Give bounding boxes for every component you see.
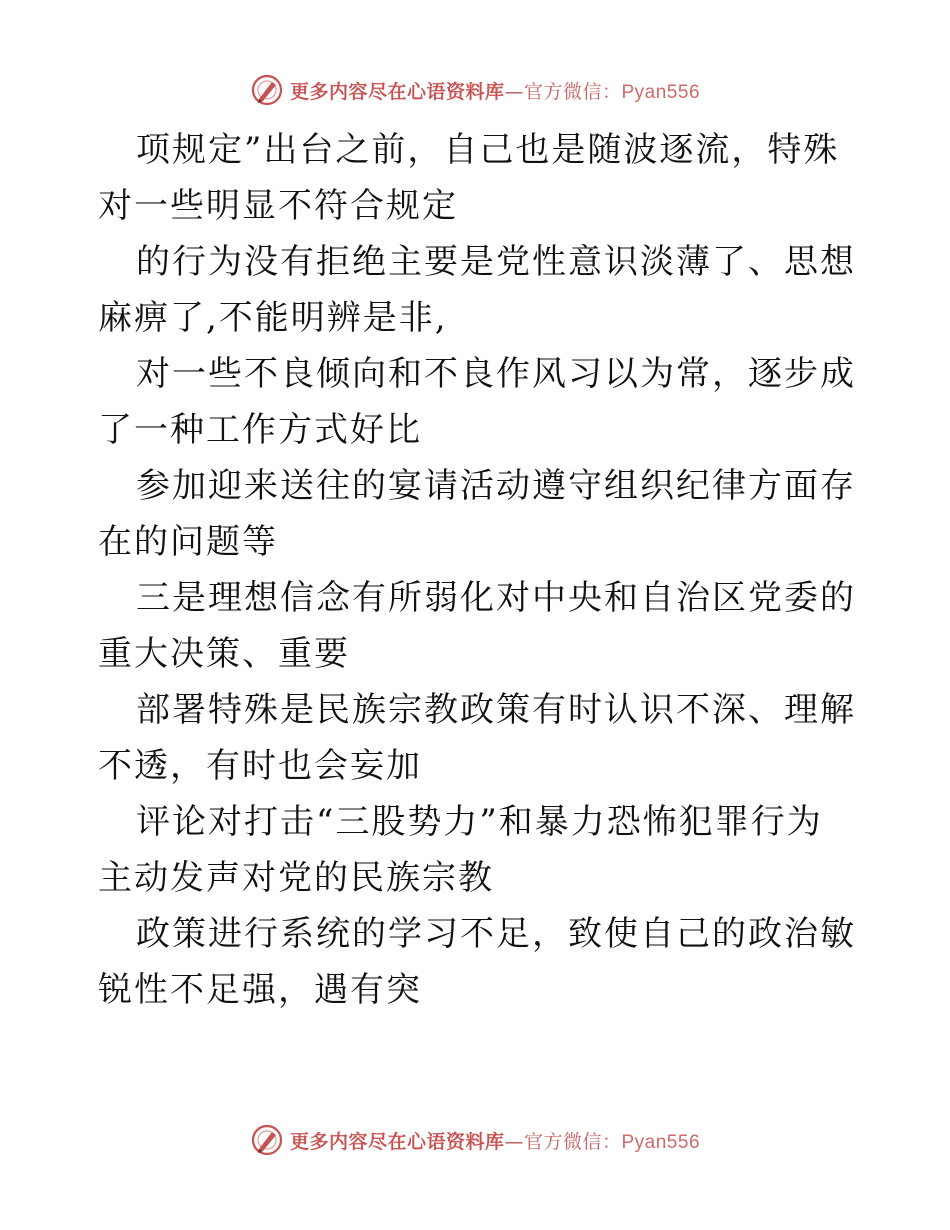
watermark-brand: 更多内容尽在心语资料库 [289,1130,505,1153]
paragraph: 项规定”出台之前，自己也是随波逐流，特殊对一些明显不符合规定 [98,130,840,226]
watermark-wechat-id: Pyan556 [621,1131,701,1153]
watermark-separator: — [504,1130,524,1153]
watermark-brand: 更多内容尽在心语资料库 [289,80,505,103]
watermark-wechat-id: Pyan556 [621,81,701,103]
footer-watermark [0,1120,950,1160]
watermark-separator: — [504,80,524,103]
watermark-wechat-label: 官方微信： [523,1130,622,1153]
paragraph: 的行为没有拒绝主要是党性意识淡薄了、思想麻痹了,不能明辨是非, [98,242,856,338]
document-body [98,122,858,1018]
paragraph: 三是理想信念有所弱化对中央和自治区党委的重大决策、重要 [98,578,856,674]
pen-circle-logo-icon [250,1123,284,1157]
pen-circle-logo-icon [250,73,284,107]
watermark-text [290,1127,700,1154]
paragraph: 政策进行系统的学习不足，致使自己的政治敏锐性不足强，遇有突 [98,914,856,1010]
paragraph: 评论对打击“三股势力”和暴力恐怖犯罪行为主动发声对党的民族宗教 [98,802,823,898]
header-watermark [0,70,950,110]
paragraph: 部署特殊是民族宗教政策有时认识不深、理解不透，有时也会妄加 [98,690,856,786]
watermark-wechat-label: 官方微信： [523,80,622,103]
paragraph: 参加迎来送往的宴请活动遵守组织纪律方面存在的问题等 [98,466,856,562]
paragraph: 对一些不良倾向和不良作风习以为常，逐步成了一种工作方式好比 [98,354,856,450]
watermark-text [290,77,700,104]
